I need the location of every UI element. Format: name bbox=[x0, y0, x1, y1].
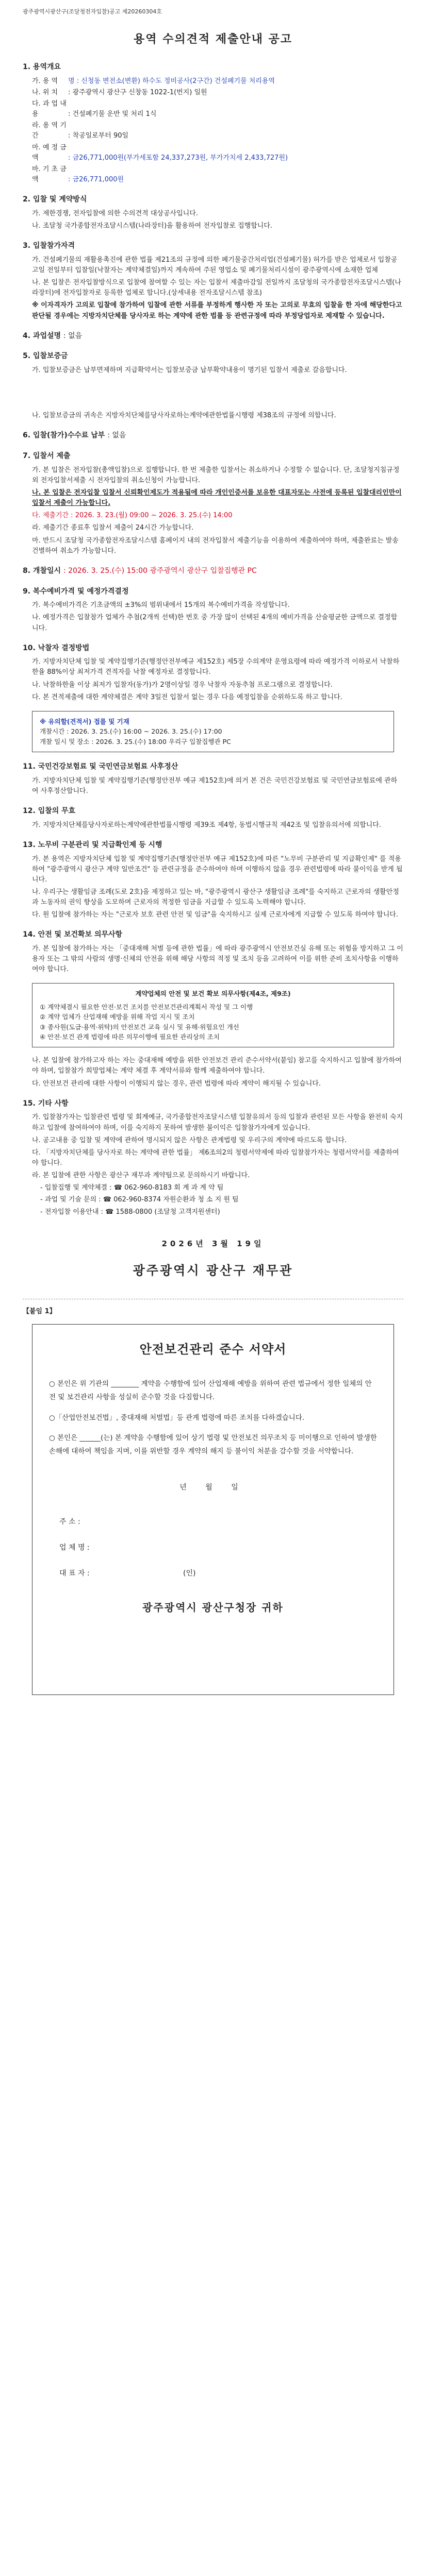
section-heading: 7. 입찰서 제출 bbox=[23, 452, 71, 461]
safety-obligations-box: 계약업체의 안전 및 보건 확보 의무사항(제4조, 제9조) ① 계약체결시 필요한 안전·보건 조치를 안전보건관리계획서 작성 및 그 이행 ② 계약 업체가 산업재해 예방을 위해 작업 지시 및 조치 ③ 종사원(도급·용역·위탁)의 안전보건 교육 실시 및 유해·위험요인 개선 ④ 안전·보건 관계 법령에 따른 의무이행에 필요한 관리상의 조치 bbox=[32, 983, 394, 1047]
warning-note: ※ 이자격자가 고의로 입찰에 참가하여 입찰에 관한 서류를 부정하게 행사한 자 또는 고의로 무효의 입찰을 한 자에 해당한다고 판단될 경우에는 지방자치단체를 당사자로 하는 계약에 관한 법률 등 관련규정에 따라 부정당업자로 제재할 수 있습니다. bbox=[32, 301, 402, 320]
paragraph: 라. 제출기간 종료후 입찰서 제출이 24시간 가능합니다. bbox=[32, 524, 194, 532]
paragraph: 나. 우리구는 생활임금 조례(도로 2호)을 제정하고 있는 바, "광주광역시 광산구 생활임금 조례"를 숙지하고 근로자의 생활안정과 노동자의 권익 향상을 도모하며 근로자의 적정한 임금을 지급할 수 있도록 노력해야 합니다. bbox=[32, 888, 399, 907]
paragraph: 가. 본 입찰은 전자입찰(총액입찰)으로 집행합니다. 한 번 제출한 입찰서는 취소하거나 수정할 수 없습니다. 단, 조달청지침규정 외 전자입찰서제출 시 전자입찰의 취소신청이 가능합니다. bbox=[32, 466, 400, 484]
paragraph: 다. 본 견적제출에 대한 계약체결은 계약 3일전 입찰서 없는 경우 다음 예정입찰을 순위하도록 하고 합니다. bbox=[32, 693, 342, 701]
section-heading: 4. 과업설명 : 없음 bbox=[23, 331, 83, 340]
pledge-paragraph: ○「산업안전보건법」, 중대재해 처벌법」등 관계 법령에 따른 조치를 다하겠습니다. bbox=[49, 1413, 305, 1422]
section-heading: 8. 개찰일시 : 2026. 3. 25.(수) 15:00 광주광역시 광산구 입찰집행관 PC bbox=[23, 566, 257, 575]
paragraph: 마. 반드시 조달청 국가종합전자조달시스템 홈페이지 내의 전자입찰서 제출기능을 이용하여 제출하여야 하며, 제출완료는 발송건별하여 취소가 가능합니다. bbox=[32, 536, 399, 555]
paragraph: 가. 지방자치단체 입찰 및 계약집행기준(행정안전부예규 제152호) 제5장 수의계약 운영요령에 따라 예정가격 이하로서 낙찰하한율 88%이상 최저가격 견적자를 낙찰 예정자로 결정합니다. bbox=[32, 658, 400, 676]
paragraph: 나. 본 입찰은 전자입찰 입찰서 신뢰확인제도가 적용됨에 따라 개인인증서를 보유한 대표자또는 사전에 등록된 입찰대리인만이 입찰서 제출이 가능합니다. bbox=[32, 489, 402, 507]
paragraph: 가. 지방자치단체 입찰 및 계약집행기준(행정안전부 예규 제152호)에 의거 본 건은 국민건강보험료 및 국민연금보험료에 관하여 사후정산합니다. bbox=[32, 776, 398, 795]
paragraph: 나. 예정가격은 입찰참가 업체가 추첨(2개씩 선택)한 번호 중 가장 많이 선택된 4개의 예비가격을 산술평균한 금액으로 결정합니다. bbox=[32, 614, 398, 632]
overview-row: 바. 기 초 금 액 : 금26,771,000원 bbox=[32, 165, 124, 184]
paragraph: 다. 원 입찰에 참가하는 자는 "근로자 보호 관련 안전 및 임금"을 숙지하시고 실제 근로자에게 지급할 수 있도록 하여야 합니다. bbox=[32, 911, 398, 919]
pledge-date: 년 월 일 bbox=[179, 1483, 247, 1492]
section-heading: 13. 노무비 구분관리 및 지급확인제 등 시행 bbox=[23, 840, 162, 849]
pledge-field-address: 주 소 : bbox=[59, 1518, 80, 1527]
section-heading: 15. 기타 사항 bbox=[23, 1099, 69, 1108]
paragraph: 나. 본 입찰은 전자입찰방식으로 입찰에 참여할 수 있는 자는 입찰서 제출마감일 전일까지 조달청의 국가종합전자조달시스템(나라장터)에 전자입찰자로 등록한 업체로 합니다.(상세내용 전자조달시스템 참조) bbox=[32, 279, 401, 297]
contact-line: - 과업 및 기술 문의 : ☎ 062-960-8374 자원순환과 청 소 지 원 팀 bbox=[40, 1196, 239, 1204]
paragraph: 다. 「지방자치단체를 당사자로 하는 계약에 관한 법률」 제6조의2의 청렴서약제에 따라 입찰참가자는 청렴서약서를 제출하여야 합니다. bbox=[32, 1148, 399, 1167]
pledge-paragraph: ○ 본인은 위 기관의 ________ 계약을 수행함에 있어 산업재해 예방을 위하여 관련 법규에서 정한 일체의 안전 및 보건관리 사항을 성실히 준수할 것을 다짐합니다. bbox=[49, 1380, 372, 1402]
overview-row: 가. 용 역 명 : 신청동 변전소(변환) 하수도 정비공사(2구간) 건설폐기물 처리용역 bbox=[32, 77, 275, 85]
overview-row: 다. 과 업 내 용 : 건설폐기물 운반 및 처리 1식 bbox=[32, 100, 157, 118]
pledge-title: 안전보건관리 준수 서약서 bbox=[139, 1342, 287, 1357]
callout-box: ※ 유의할(견적서) 접를 및 기재 개찰시간 : 2026. 3. 25.(수) 16:00 ~ 2026. 3. 25.(수) 17:00 개찰 일시 및 장소 : 2026. 3. 25.(수) 18:00 우리구 입찰집행관 PC bbox=[32, 711, 394, 752]
paragraph: 나. 낙찰하한율 이상 최저가 입찰자(동가)가 2명이상일 경우 낙찰자 자동추첨 프로그램으로 결정합니다. bbox=[32, 681, 333, 689]
section-heading: 1. 용역개요 bbox=[23, 63, 61, 72]
pledge-paragraph: ○ 본인은 ______(는) 본 계약을 수행함에 있어 상기 법령 및 안전보건 의무조치 등 미이행으로 인하여 발생한 손해에 대하여 책임을 지며, 이를 위반할 경우 계약의 해지 등 불이익 처분을 감수할 것을 서약합니다. bbox=[49, 1434, 377, 1456]
section-heading: 9. 복수예비가격 및 예정가격결정 bbox=[23, 587, 129, 596]
section-heading: 14. 안전 및 보건확보 의무사항 bbox=[23, 930, 123, 939]
pledge-field-representative: 대 표 자 : (인) bbox=[59, 1569, 196, 1578]
overview-row: 나. 위 치 : 광주광역시 광산구 신창동 1022-1(번지) 일원 bbox=[32, 88, 207, 96]
section-heading: 12. 입찰의 무효 bbox=[23, 806, 76, 815]
paragraph: 가. 지방자치단체를당사자로하는계약에관한법률시행령 제39조 제4항, 동법시행규칙 제42조 및 입찰유의서에 의합니다. bbox=[32, 821, 382, 829]
issuer-name: 광주광역시 광산구 재무관 bbox=[133, 1263, 293, 1278]
paragraph: 나. 공고내용 중 입찰 및 계약에 관하여 명시되지 않은 사항은 관계법령 및 우리구의 계약에 따르도록 합니다. bbox=[32, 1136, 347, 1144]
document-reference: 광주광역시광산구(조달청전자입찰)공고 제20260304호 bbox=[23, 8, 162, 15]
section-heading: 3. 입찰참가자격 bbox=[23, 242, 75, 250]
paragraph: 라. 본 입찰에 관한 사항은 광산구 재무과 계약팀으로 문의하시기 바랍니다. bbox=[32, 1172, 250, 1180]
contact-line: - 입찰집행 및 계약체결 : ☎ 062-960-8183 회 계 과 계 약 팀 bbox=[40, 1184, 224, 1192]
notice-date: 2026년 3월 19일 bbox=[161, 1239, 265, 1248]
pledge-addressee: 광주광역시 광산구청장 귀하 bbox=[142, 1601, 284, 1614]
paragraph: 다. 안전보건 관리에 대한 사항이 이행되지 않는 경우, 관련 법령에 따라 계약이 해지될 수 있습니다. bbox=[32, 1079, 321, 1088]
paragraph: 나. 본 입찰에 참가하고자 하는 자는 중대재해 예방을 위한 안전보건 관리 준수서약서(붙임) 참고를 숙지하시고 입찰에 참가하여야 하며, 입찰참가 희망업체는 계약 체결 후 계약서류와 함께 제출하여야 합니다. bbox=[32, 1057, 402, 1075]
section-heading: 11. 국민건강보험료 및 국민연금보험료 사후정산 bbox=[23, 762, 178, 771]
section-heading: 2. 입찰 및 계약방식 bbox=[23, 195, 87, 204]
overview-row: 라. 용 역 기 간 : 착공일로부터 90일 bbox=[32, 122, 129, 140]
submission-period: 다. 제출기간 : 2026. 3. 23.(월) 09:00 ~ 2026. 3. 25.(수) 14:00 bbox=[32, 512, 233, 520]
overview-row: 마. 예 정 금 액 : 금26,771,000원(부가세포함 24,337,273원, 부가가치세 2,433,727원) bbox=[32, 143, 288, 162]
contact-line: - 전자입찰 이용안내 : ☎ 1588-0800 (조달청 고객지원센터) bbox=[40, 1208, 220, 1216]
section-heading: 5. 입찰보증금 bbox=[23, 352, 68, 361]
section-heading: 10. 낙찰자 결정방법 bbox=[23, 643, 90, 652]
pledge-form bbox=[32, 1324, 394, 1695]
paragraph: 가. 입찰보증금은 납부면제하며 지급확약서는 입찰보증금 납부확약내용이 명기된 입찰서 제출로 갈음합니다. bbox=[32, 366, 347, 375]
attachment-tag: 【붙임 1】 bbox=[23, 1308, 56, 1316]
page-title: 용역 수의견적 제출안내 공고 bbox=[133, 33, 292, 46]
paragraph: 나. 조달청 국가종합전자조달시스템(나라장터)을 활용하여 전자입찰로 집행합니다. bbox=[32, 222, 273, 230]
paragraph: 가. 입찰참가자는 입찰관련 법령 및 회계예규, 국가종합전자조달시스템 입찰유의서 등의 입찰과 관련된 모든 사항을 완전히 숙지하고 입찰에 참여하여야 하며, 이를 숙지하지 못하여 발생한 불이익은 입찰참가자에게 있습니다. bbox=[32, 1113, 403, 1132]
paragraph: 나. 입찰보증금의 귀속은 지방자치단체를당사자로하는계약에관한법률시행령 제38조의 규정에 의합니다. bbox=[32, 412, 336, 420]
section-heading: 6. 입찰(참가)수수료 납부 : 없음 bbox=[23, 431, 126, 440]
paragraph: 가. 건설폐기물의 재활용촉진에 관한 법률 제21조의 규정에 의한 폐기물중간처리업(건설폐기물) 허가를 받은 업체로서 입찰공고일 전일부터 입찰일(낙찰자는 계약체결일)까지 계속하여 주된 영업소 및 폐기물처리시설이 광주광역시에 소재한 업체 bbox=[32, 256, 398, 274]
paragraph: 가. 본 입찰에 참가하는 자는 「중대재해 처벌 등에 관한 법률」에 따라 광주광역시 안전보건실 유해 또는 위험을 방지하고 그 이용자 또는 그 밖의 사람의 생명·신체의 안전을 위해 해당 사항의 적정 및 조치 등을 고려하여 이를 위한 준비 조치사항을 이행하여야 합니다. bbox=[32, 945, 403, 974]
pledge-field-company: 업 체 명 : bbox=[59, 1544, 90, 1552]
paragraph: 가. 복수예비가격은 기초금액의 ±3%의 범위내에서 15개의 복수예비가격을 작성합니다. bbox=[32, 601, 290, 609]
paragraph: 가. 본 용역은 지방자치단체 입찰 및 계약집행기준(행정안전부 예규 제152호)에 따른 "노무비 구분관리 및 지급확인제" 를 적용하여 "광주광역시 광산구 계약 일반조건" 등 관련규정을 준수하여야 하며 이행하지 않을 경우 관련법령에 따라 불이익을 받게 됩니다. bbox=[32, 855, 403, 884]
paragraph: 가. 제한경쟁, 전자입찰에 의한 수의견적 대상공사입니다. bbox=[32, 209, 198, 217]
